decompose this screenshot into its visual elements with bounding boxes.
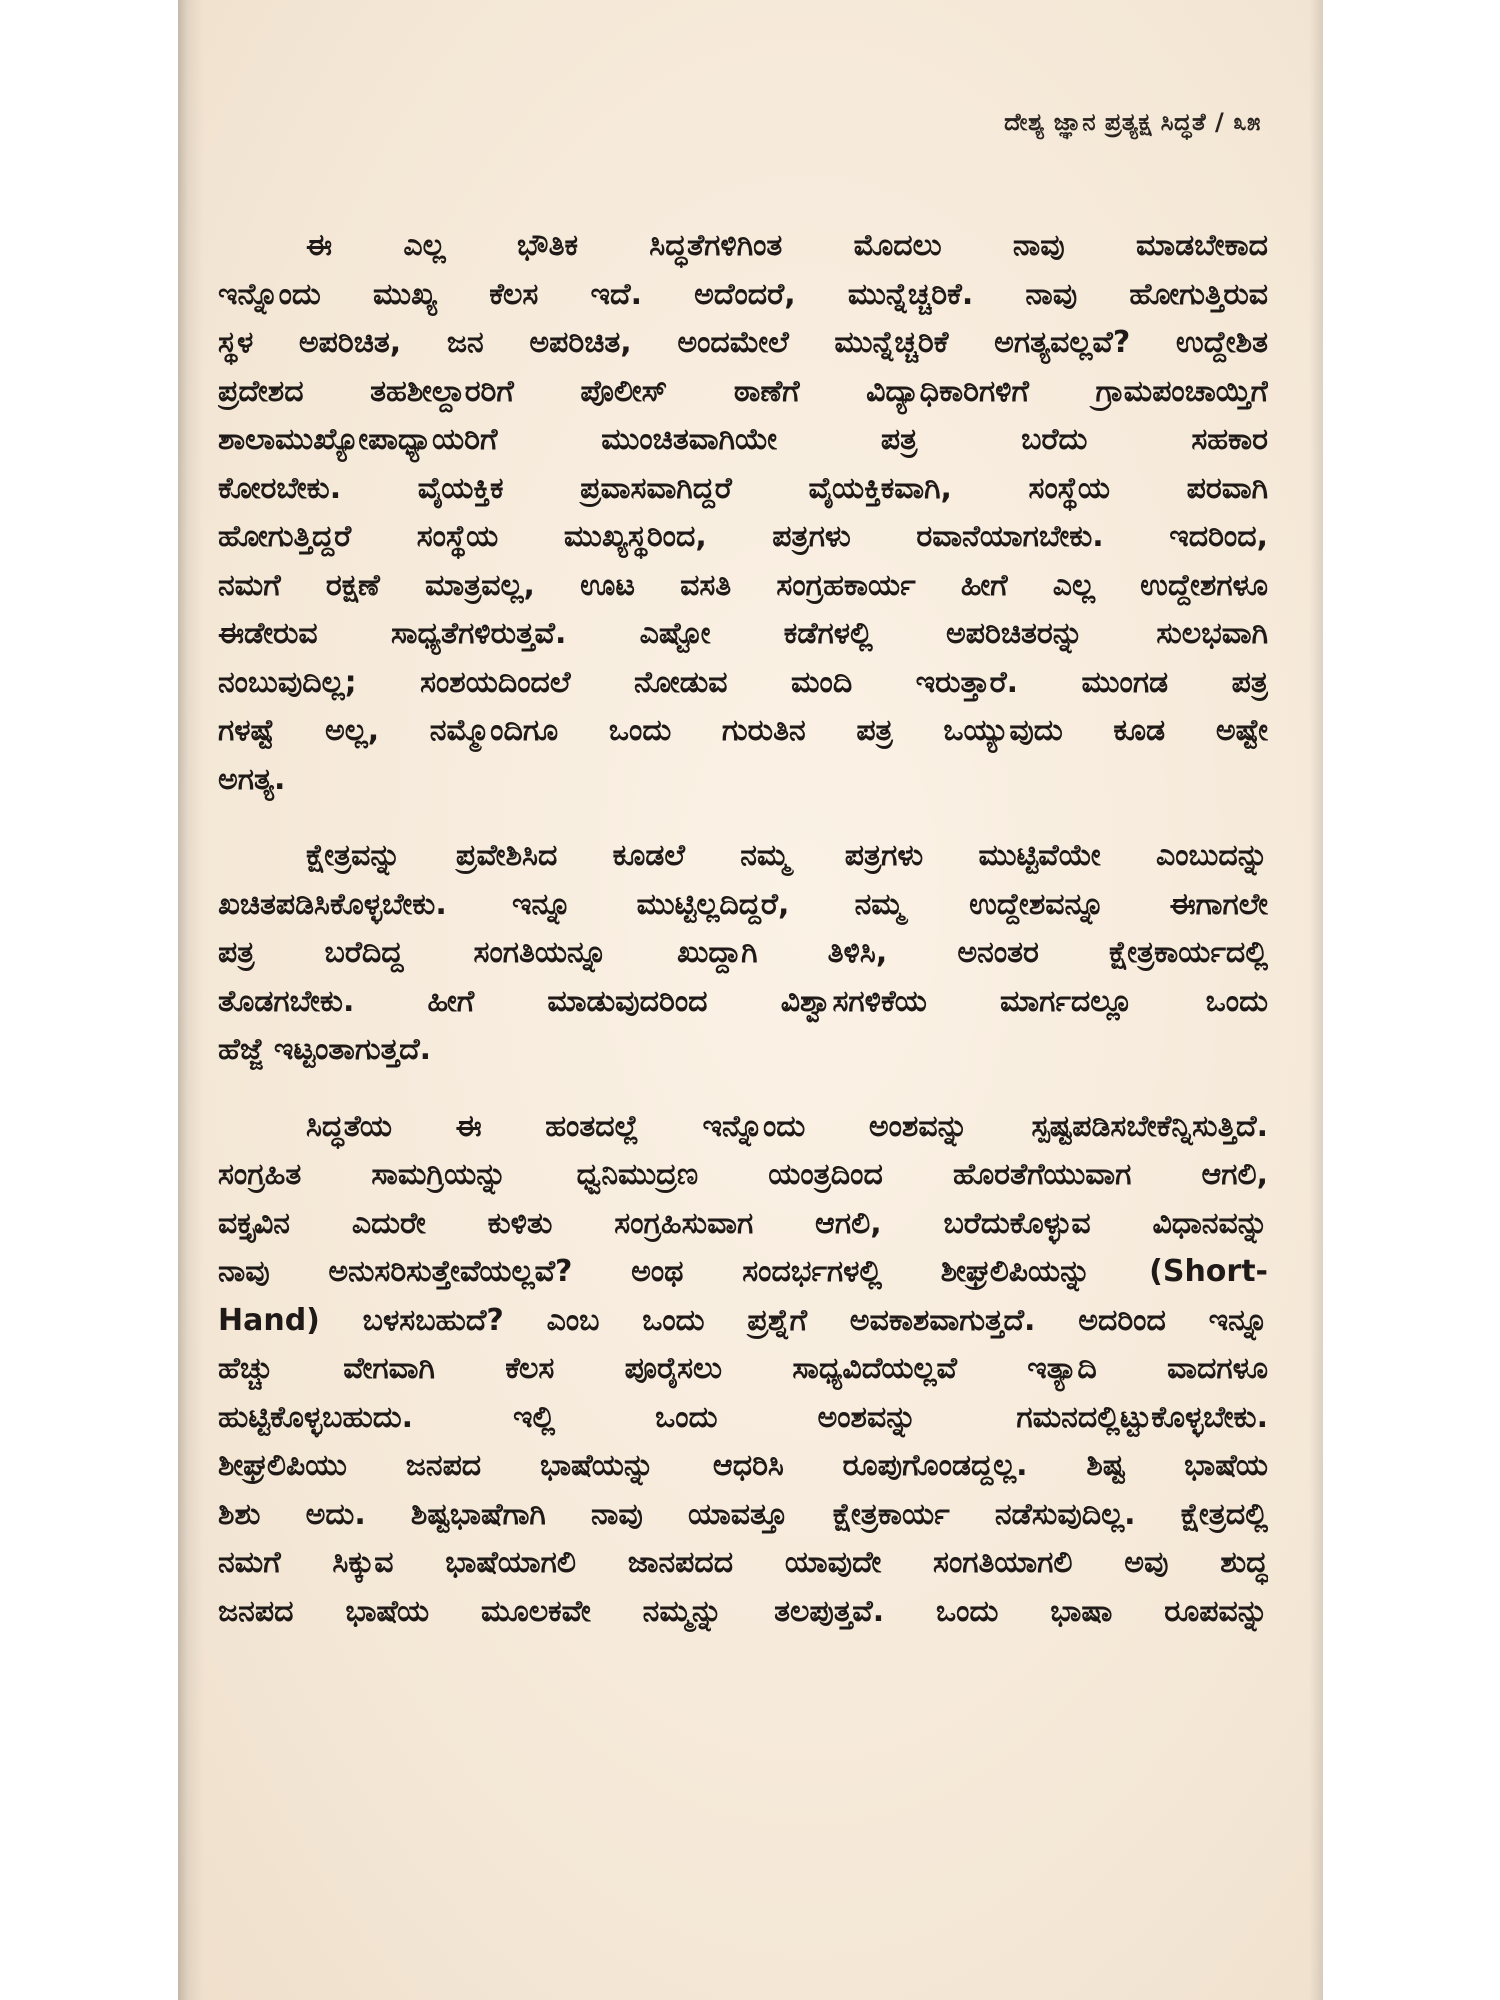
text-line: ಶಿಶು ಅದು. ಶಿಷ್ಟಭಾಷೆಗಾಗಿ ನಾವು ಯಾವತ್ತೂ ಕ್ಷೇತ್ರಕಾರ್ಯ ನಡೆಸುವುದಿಲ್ಲ. ಕ್ಷೇತ್ರದಲ್ಲಿ (218, 1496, 1268, 1532)
text-line: ನಮಗೆ ರಕ್ಷಣೆ ಮಾತ್ರವಲ್ಲ, ಊಟ ವಸತಿ ಸಂಗ್ರಹಕಾರ್ಯ ಹೀಗೆ ಎಲ್ಲ ಉದ್ದೇಶಗಳೂ (218, 567, 1268, 603)
text-line: Hand) ಬಳಸಬಹುದೆ? ಎಂಬ ಒಂದು ಪ್ರಶ್ನೆಗೆ ಅವಕಾಶವಾಗುತ್ತದೆ. ಅದರಿಂದ ಇನ್ನೂ (218, 1302, 1268, 1338)
text-line: ನಾವು ಅನುಸರಿಸುತ್ತೇವೆಯಲ್ಲವೆ? ಅಂಥ ಸಂದರ್ಭಗಳಲ್ಲಿ ಶೀಘ್ರಲಿಪಿಯನ್ನು (Short- (218, 1254, 1268, 1289)
text-line: ಸಂಗ್ರಹಿತ ಸಾಮಗ್ರಿಯನ್ನು ಧ್ವನಿಮುದ್ರಣ ಯಂತ್ರದಿಂದ ಹೊರತೆಗೆಯುವಾಗ ಆಗಲಿ, (218, 1157, 1268, 1192)
body-text (218, 222, 1268, 1664)
text-line: ವಕ್ತೃವಿನ ಎದುರೇ ಕುಳಿತು ಸಂಗ್ರಹಿಸುವಾಗ ಆಗಲಿ, ಬರೆದುಕೊಳ್ಳುವ ವಿಧಾನವನ್ನು (218, 1205, 1268, 1241)
text-line: ಪ್ರದೇಶದ ತಹಶೀಲ್ದಾರರಿಗೆ ಪೊಲೀಸ್ ಠಾಣೆಗೆ ವಿದ್ಯಾಧಿಕಾರಿಗಳಿಗೆ ಗ್ರಾಮಪಂಚಾಯ್ತಿಗೆ (218, 373, 1268, 409)
text-line: ಪತ್ರ ಬರೆದಿದ್ದ ಸಂಗತಿಯನ್ನೂ ಖುದ್ದಾಗಿ ತಿಳಿಸಿ, ಅನಂತರ ಕ್ಷೇತ್ರಕಾರ್ಯದಲ್ಲಿ (218, 935, 1268, 970)
text-line: ಹೆಜ್ಜೆ ಇಟ್ಟಂತಾಗುತ್ತದೆ. (218, 1032, 432, 1067)
text-line: ಕೋರಬೇಕು. ವೈಯಕ್ತಿಕ ಪ್ರವಾಸವಾಗಿದ್ದರೆ ವೈಯಕ್ತಿಕವಾಗಿ, ಸಂಸ್ಥೆಯ ಪರವಾಗಿ (218, 470, 1268, 506)
text-line: ನಂಬುವುದಿಲ್ಲ; ಸಂಶಯದಿಂದಲೆ ನೋಡುವ ಮಂದಿ ಇರುತ್ತಾರೆ. ಮುಂಗಡ ಪತ್ರ (218, 664, 1268, 700)
text-line: ಸ್ಥಳ ಅಪರಿಚಿತ, ಜನ ಅಪರಿಚಿತ, ಅಂದಮೇಲೆ ಮುನ್ನೆಚ್ಚರಿಕೆ ಅಗತ್ಯವಲ್ಲವೆ? ಉದ್ದೇಶಿತ (218, 325, 1268, 360)
running-header: ದೇಶ್ಯ ಜ್ಞಾನ ಪ್ರತ್ಯಕ್ಷ ಸಿದ್ಧತೆ / ೩೫ (1004, 108, 1261, 136)
text-line: ಗಳಷ್ಟೆ ಅಲ್ಲ, ನಮ್ಮೊಂದಿಗೂ ಒಂದು ಗುರುತಿನ ಪತ್ರ ಒಯ್ಯುವುದು ಕೂಡ ಅಷ್ಟೇ (218, 713, 1268, 748)
text-line: ಹೆಚ್ಚು ವೇಗವಾಗಿ ಕೆಲಸ ಪೂರೈಸಲು ಸಾಧ್ಯವಿದೆಯಲ್ಲವೆ ಇತ್ಯಾದಿ ವಾದಗಳೂ (218, 1351, 1268, 1386)
paragraph-3 (218, 1103, 1268, 1637)
text-line: ಅಗತ್ಯ. (218, 761, 286, 797)
text-line: ಹೋಗುತ್ತಿದ್ದರೆ ಸಂಸ್ಥೆಯ ಮುಖ್ಯಸ್ಥರಿಂದ, ಪತ್ರಗಳು ರವಾನೆಯಾಗಬೇಕು. ಇದರಿಂದ, (218, 519, 1268, 554)
paragraph-2 (218, 832, 1268, 1075)
text-line: ಶೀಘ್ರಲಿಪಿಯು ಜನಪದ ಭಾಷೆಯನ್ನು ಆಧರಿಸಿ ರೂಪುಗೊಂಡದ್ದಲ್ಲ. ಶಿಷ್ಟ ಭಾಷೆಯ (218, 1448, 1268, 1483)
book-page (178, 0, 1323, 2000)
text-line: ಹುಟ್ಟಿಕೊಳ್ಳಬಹುದು. ಇಲ್ಲಿ ಒಂದು ಅಂಶವನ್ನು ಗಮನದಲ್ಲಿಟ್ಟುಕೊಳ್ಳಬೇಕು. (218, 1399, 1268, 1435)
text-line: ನಮಗೆ ಸಿಕ್ಕುವ ಭಾಷೆಯಾಗಲಿ ಜಾನಪದದ ಯಾವುದೇ ಸಂಗತಿಯಾಗಲಿ ಅವು ಶುದ್ಧ (218, 1545, 1268, 1580)
text-line: ಶಾಲಾಮುಖ್ಯೋಪಾಧ್ಯಾಯರಿಗೆ ಮುಂಚಿತವಾಗಿಯೇ ಪತ್ರ ಬರೆದು ಸಹಕಾರ (218, 422, 1268, 457)
text-line: ಕ್ಷೇತ್ರವನ್ನು ಪ್ರವೇಶಿಸಿದ ಕೂಡಲೆ ನಮ್ಮ ಪತ್ರಗಳು ಮುಟ್ಟಿವೆಯೇ ಎಂಬುದನ್ನು (306, 838, 1268, 873)
paragraph-1 (218, 222, 1268, 804)
text-line: ಜನಪದ ಭಾಷೆಯ ಮೂಲಕವೇ ನಮ್ಮನ್ನು ತಲಪುತ್ತವೆ. ಒಂದು ಭಾಷಾ ರೂಪವನ್ನು (218, 1593, 1268, 1629)
text-line: ಈಡೇರುವ ಸಾಧ್ಯತೆಗಳಿರುತ್ತವೆ. ಎಷ್ಟೋ ಕಡೆಗಳಲ್ಲಿ ಅಪರಿಚಿತರನ್ನು ಸುಲಭವಾಗಿ (218, 616, 1268, 651)
text-line: ಸಿದ್ಧತೆಯ ಈ ಹಂತದಲ್ಲೆ ಇನ್ನೊಂದು ಅಂಶವನ್ನು ಸ್ಪಷ್ಟಪಡಿಸಬೇಕೆನ್ನಿಸುತ್ತಿದೆ. (306, 1108, 1268, 1144)
text-line: ಖಚಿತಪಡಿಸಿಕೊಳ್ಳಬೇಕು. ಇನ್ನೂ ಮುಟ್ಟಿಲ್ಲದಿದ್ದರೆ, ನಮ್ಮ ಉದ್ದೇಶವನ್ನೂ ಈಗಾಗಲೇ (218, 886, 1268, 922)
text-line: ಈ ಎಲ್ಲ ಭೌತಿಕ ಸಿದ್ಧತೆಗಳಿಗಿಂತ ಮೊದಲು ನಾವು ಮಾಡಬೇಕಾದ (306, 228, 1268, 263)
text-line: ತೊಡಗಬೇಕು. ಹೀಗೆ ಮಾಡುವುದರಿಂದ ವಿಶ್ವಾಸಗಳಿಕೆಯ ಮಾರ್ಗದಲ್ಲೂ ಒಂದು (218, 983, 1268, 1019)
text-line: ಇನ್ನೊಂದು ಮುಖ್ಯ ಕೆಲಸ ಇದೆ. ಅದೆಂದರೆ, ಮುನ್ನೆಚ್ಚರಿಕೆ. ನಾವು ಹೋಗುತ್ತಿರುವ (218, 276, 1268, 312)
